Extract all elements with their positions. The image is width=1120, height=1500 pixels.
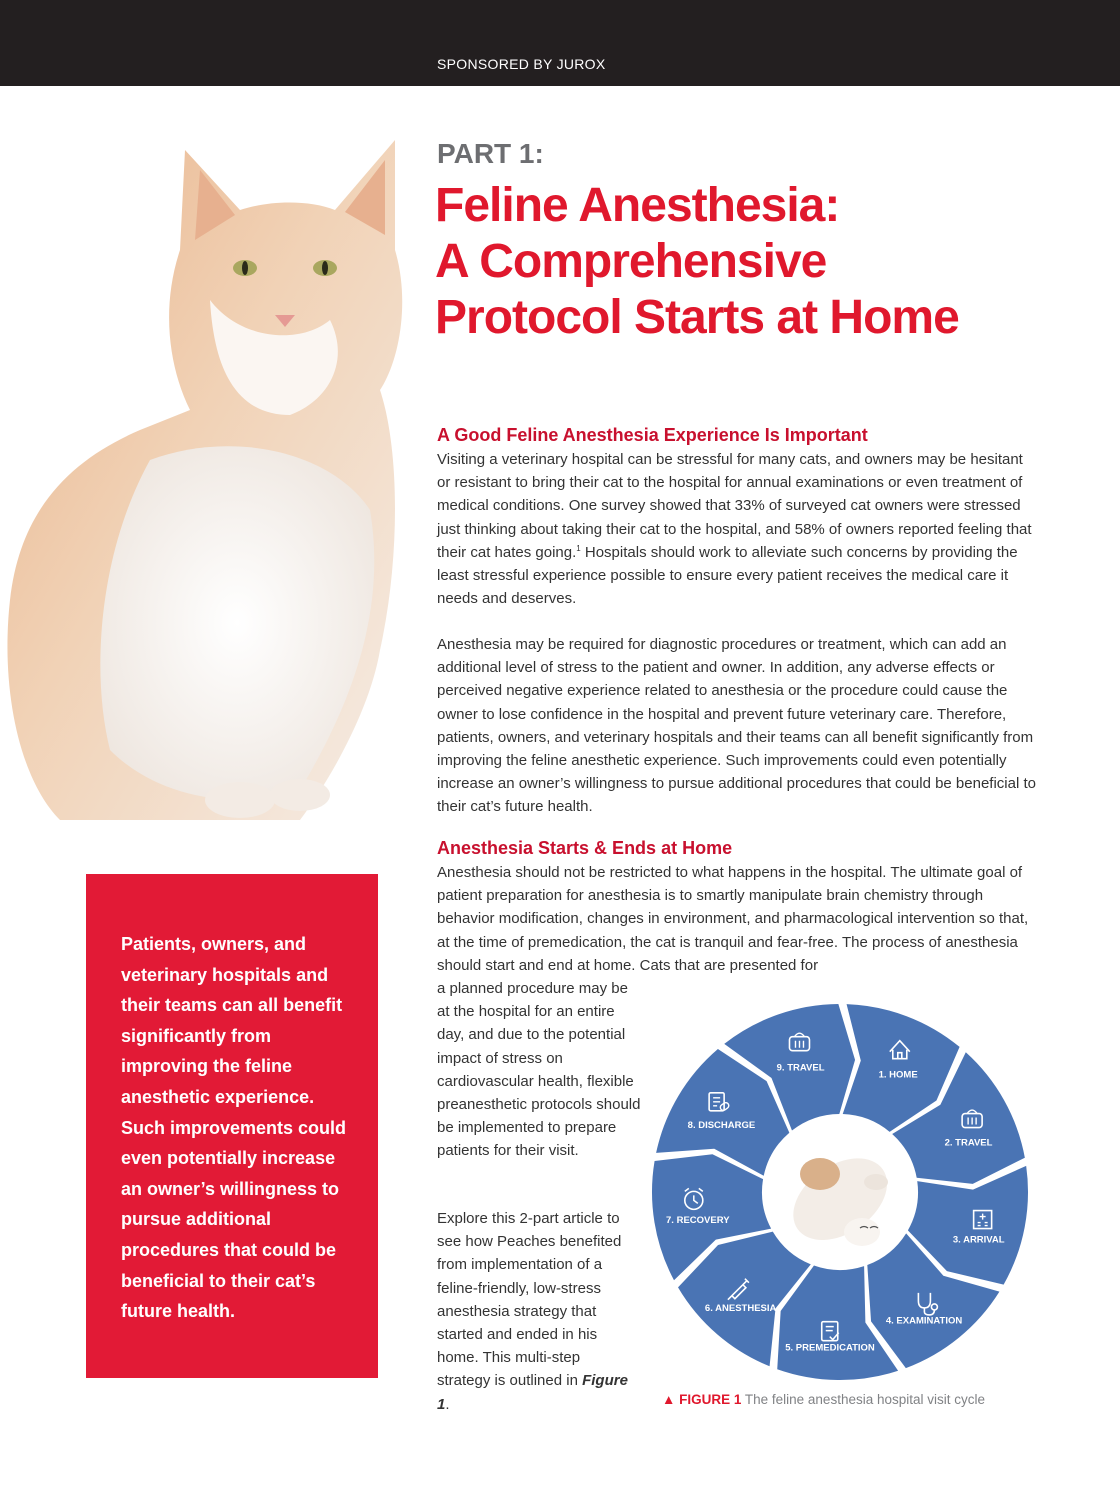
sponsor-label: SPONSORED BY JUROX <box>437 56 606 72</box>
top-banner <box>0 0 1120 86</box>
cycle-step-label: 8. DISCHARGE <box>687 1120 756 1132</box>
body-paragraph: Anesthesia may be required for diagnostic procedures or treatment, which can add an additional level of stress to the patient and owner. In addition, any adverse effects or perceived negative experience related to anesthesia or the procedure could cause the owner to lose confidence in the hospital and prevent future veterinary care. Therefore, patients, owners, and veterinary hospitals and their teams can all benefit significantly from improving the feline anesthetic experience. Such improvements could even potentially increase an owner’s willingness to pursue additional procedures that could be beneficial to their cat’s future health. <box>437 636 1036 816</box>
section-heading: A Good Feline Anesthesia Experience Is Important <box>437 425 868 445</box>
figure-label: ▲ FIGURE 1 <box>662 1392 742 1407</box>
paragraph-text: Explore this 2-part article to see how Peaches benefited from implementation of a feline-friendly, low-stress anesthesia strategy that started and ended in his home. This multi-step strategy is outlined in <box>437 1210 622 1390</box>
footnote-ref: 1 <box>576 543 581 553</box>
caption-text: The feline anesthesia hospital visit cycle <box>741 1392 986 1407</box>
cycle-step-label: 4. EXAMINATION <box>885 1315 963 1327</box>
body-paragraph: a planned procedure may be at the hospital for an entire day, and due to the potential impact of stress on cardiovascular health, flexible preanesthetic protocols should be implemented to prepare patients for their visit. <box>437 980 641 1160</box>
figure-reference: Figure 1 <box>437 1372 628 1413</box>
anesthesia-cycle-diagram <box>640 997 1040 1387</box>
cycle-step-label: 2. TRAVEL <box>944 1137 993 1149</box>
part-label: PART 1: <box>437 138 544 169</box>
cycle-step-label: 1. HOME <box>878 1069 918 1081</box>
body-paragraph <box>437 1207 637 1416</box>
body-paragraph: Anesthesia should not be restricted to what happens in the hospital. The ultimate goal of patient preparation for anesthesia is to smartly manipulate brain chemistry through behavior modification, changes in environment, and pharmacological intervention so that, at the time of premedication, the cat is tranquil and fear-free. The process of anesthesia should start and end at home. Cats that are presented for <box>437 864 1029 974</box>
cycle-step-label: 7. RECOVERY <box>666 1214 730 1226</box>
cycle-step-label: 6. ANESTHESIA <box>704 1302 777 1314</box>
article-title <box>435 178 1095 346</box>
sleeping-cat-photo <box>766 1118 914 1266</box>
cat-photo <box>0 130 420 820</box>
paragraph-text: Hospitals should work to alleviate such concerns by providing the least stressful experience possible to ensure every patient receives the medical care it needs and deserves. <box>437 543 1018 608</box>
body-paragraph <box>437 448 1037 610</box>
cycle-step-label: 9. TRAVEL <box>776 1062 825 1074</box>
title-line: A Comprehensive <box>435 235 827 288</box>
section-heading: Anesthesia Starts & Ends at Home <box>437 838 733 858</box>
title-line: Feline Anesthesia: <box>435 179 840 232</box>
pull-quote <box>86 874 378 1378</box>
paragraph-text: Visiting a veterinary hospital can be stressful for many cats, and owners may be hesitant or resistant to bring their cat to the hospital for annual examinations or even treatment of medical conditions. One survey showed that 33% of surveyed cat owners were stressed just thinking about taking their cat to the hospital, and 58% of owners reported feeling that their cat hates going. <box>437 451 1032 561</box>
figure-caption <box>662 1392 985 1407</box>
cycle-step-label: 5. PREMEDICATION <box>785 1342 875 1354</box>
title-line: Protocol Starts at Home <box>435 291 959 344</box>
paragraph-text: . <box>445 1395 450 1413</box>
pull-quote-text: Patients, owners, and veterinary hospitals and their teams can all benefit significantly from improving the feline anesthetic experience. Such improvements could even potentially increase an owner’s willingness to pursue additional procedures that could be beneficial to their cat’s future health. <box>121 934 347 1322</box>
cycle-step-label: 3. ARRIVAL <box>952 1234 1005 1246</box>
